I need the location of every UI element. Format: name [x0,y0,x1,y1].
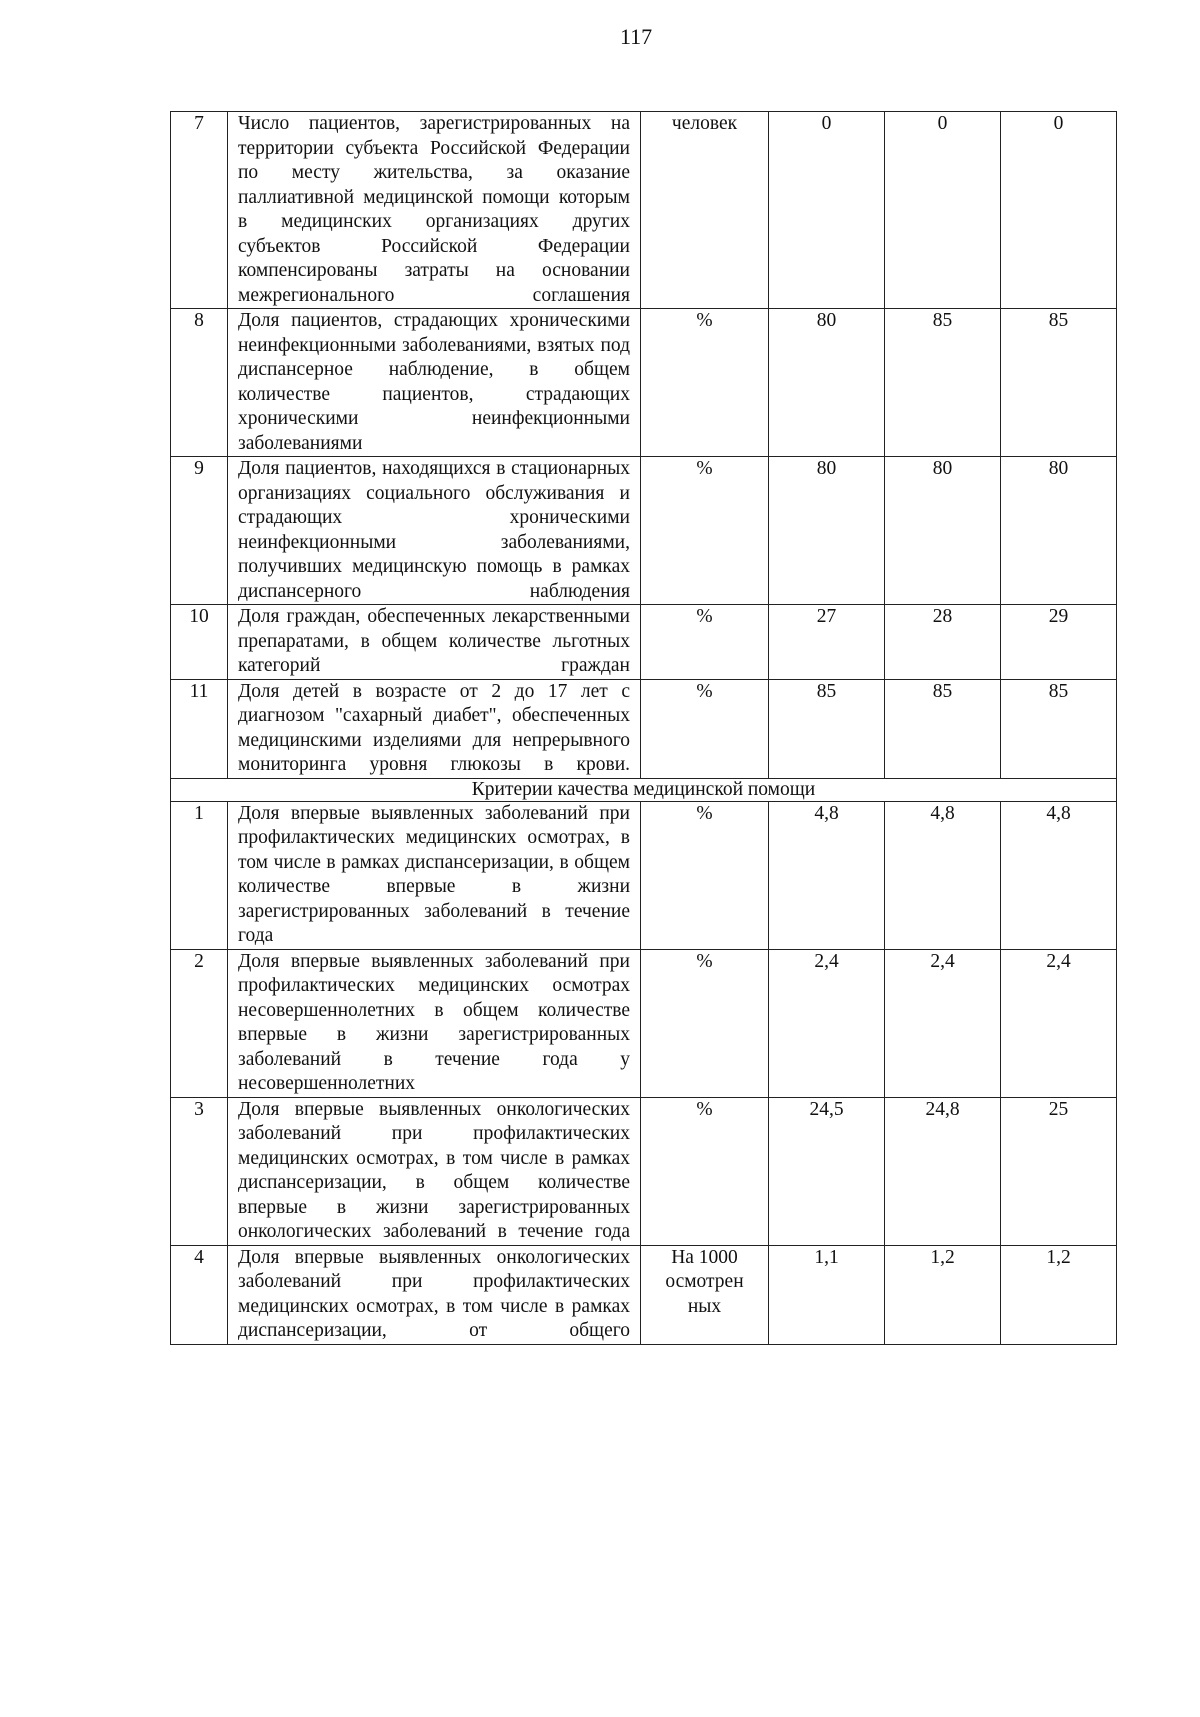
table-row [171,949,1117,1097]
row-number-cell: 10 [171,605,228,680]
value-cell-1: 80 [769,457,885,605]
unit-cell: % [641,457,769,605]
indicator-description-cell: Число пациентов, зарегистрированных на территории субъекта Российской Федерации по месту жительства, за оказание паллиативной медицинской помощи которым в медицинских организациях других субъектов Российской Федерации компенсированы затраты на основании межрегионального соглашения [228,112,641,309]
indicator-description-cell: Доля граждан, обеспеченных лекарственными препаратами, в общем количестве льготных категорий граждан [228,605,641,680]
value-cell-1: 85 [769,679,885,778]
indicators-table [170,111,1117,1345]
value-cell-3: 4,8 [1001,801,1117,949]
value-cell-3: 25 [1001,1097,1117,1245]
row-number-cell: 1 [171,801,228,949]
value-cell-3: 2,4 [1001,949,1117,1097]
section-header-row [171,778,1117,801]
value-cell-3: 29 [1001,605,1117,680]
value-cell-2: 2,4 [885,949,1001,1097]
table-row [171,605,1117,680]
row-number-cell: 2 [171,949,228,1097]
indicator-description-cell: Доля впервые выявленных заболеваний при профилактических медицинских осмотрах несовершеннолетних в общем количестве впервые в жизни зарегистрированных заболеваний в течение года у несовершеннолетних [228,949,641,1097]
table-row [171,1097,1117,1245]
row-number-cell: 3 [171,1097,228,1245]
value-cell-3: 80 [1001,457,1117,605]
unit-cell: % [641,1097,769,1245]
value-cell-1: 27 [769,605,885,680]
indicator-description-cell: Доля впервые выявленных онкологических заболеваний при профилактических медицинских осмотрах, в том числе в рамках диспансеризации, от общего [228,1245,641,1344]
unit-cell: % [641,309,769,457]
table-row [171,309,1117,457]
indicator-description-cell: Доля пациентов, находящихся в стационарных организациях социального обслуживания и страдающих хроническими неинфекционными заболеваниями, получивших медицинскую помощь в рамках диспансерного наблюдения [228,457,641,605]
unit-cell: % [641,949,769,1097]
table-row [171,679,1117,778]
row-number-cell: 7 [171,112,228,309]
value-cell-3: 85 [1001,309,1117,457]
value-cell-1: 0 [769,112,885,309]
value-cell-2: 28 [885,605,1001,680]
table-row [171,1245,1117,1344]
unit-cell: % [641,679,769,778]
unit-cell: человек [641,112,769,309]
value-cell-2: 85 [885,309,1001,457]
indicator-description-cell: Доля впервые выявленных заболеваний при профилактических медицинских осмотрах, в том числе в рамках диспансеризации, в общем количестве впервые в жизни зарегистрированных заболеваний в течение года [228,801,641,949]
row-number-cell: 11 [171,679,228,778]
unit-cell: На 1000 осмотрен ных [641,1245,769,1344]
value-cell-2: 80 [885,457,1001,605]
value-cell-3: 1,2 [1001,1245,1117,1344]
value-cell-3: 0 [1001,112,1117,309]
value-cell-1: 24,5 [769,1097,885,1245]
row-number-cell: 4 [171,1245,228,1344]
table-row [171,801,1117,949]
value-cell-2: 24,8 [885,1097,1001,1245]
row-number-cell: 8 [171,309,228,457]
value-cell-2: 85 [885,679,1001,778]
indicator-description-cell: Доля детей в возрасте от 2 до 17 лет с диагнозом "сахарный диабет", обеспеченных медицинскими изделиями для непрерывного мониторинга уровня глюкозы в крови. [228,679,641,778]
value-cell-2: 1,2 [885,1245,1001,1344]
value-cell-1: 1,1 [769,1245,885,1344]
value-cell-3: 85 [1001,679,1117,778]
section-title: Критерии качества медицинской помощи [171,778,1117,801]
value-cell-1: 80 [769,309,885,457]
table-row [171,457,1117,605]
value-cell-2: 0 [885,112,1001,309]
table-row [171,112,1117,309]
value-cell-1: 2,4 [769,949,885,1097]
row-number-cell: 9 [171,457,228,605]
unit-cell: % [641,605,769,680]
unit-cell: % [641,801,769,949]
value-cell-1: 4,8 [769,801,885,949]
page-number: 117 [620,24,653,49]
value-cell-2: 4,8 [885,801,1001,949]
indicator-description-cell: Доля пациентов, страдающих хроническими неинфекционными заболеваниями, взятых под диспансерное наблюдение, в общем количестве пациентов, страдающих хроническими неинфекционными заболеваниями [228,309,641,457]
indicator-description-cell: Доля впервые выявленных онкологических заболеваний при профилактических медицинских осмотрах, в том числе в рамках диспансеризации, в общем количестве впервые в жизни зарегистрированных онкологических заболеваний в течение года [228,1097,641,1245]
